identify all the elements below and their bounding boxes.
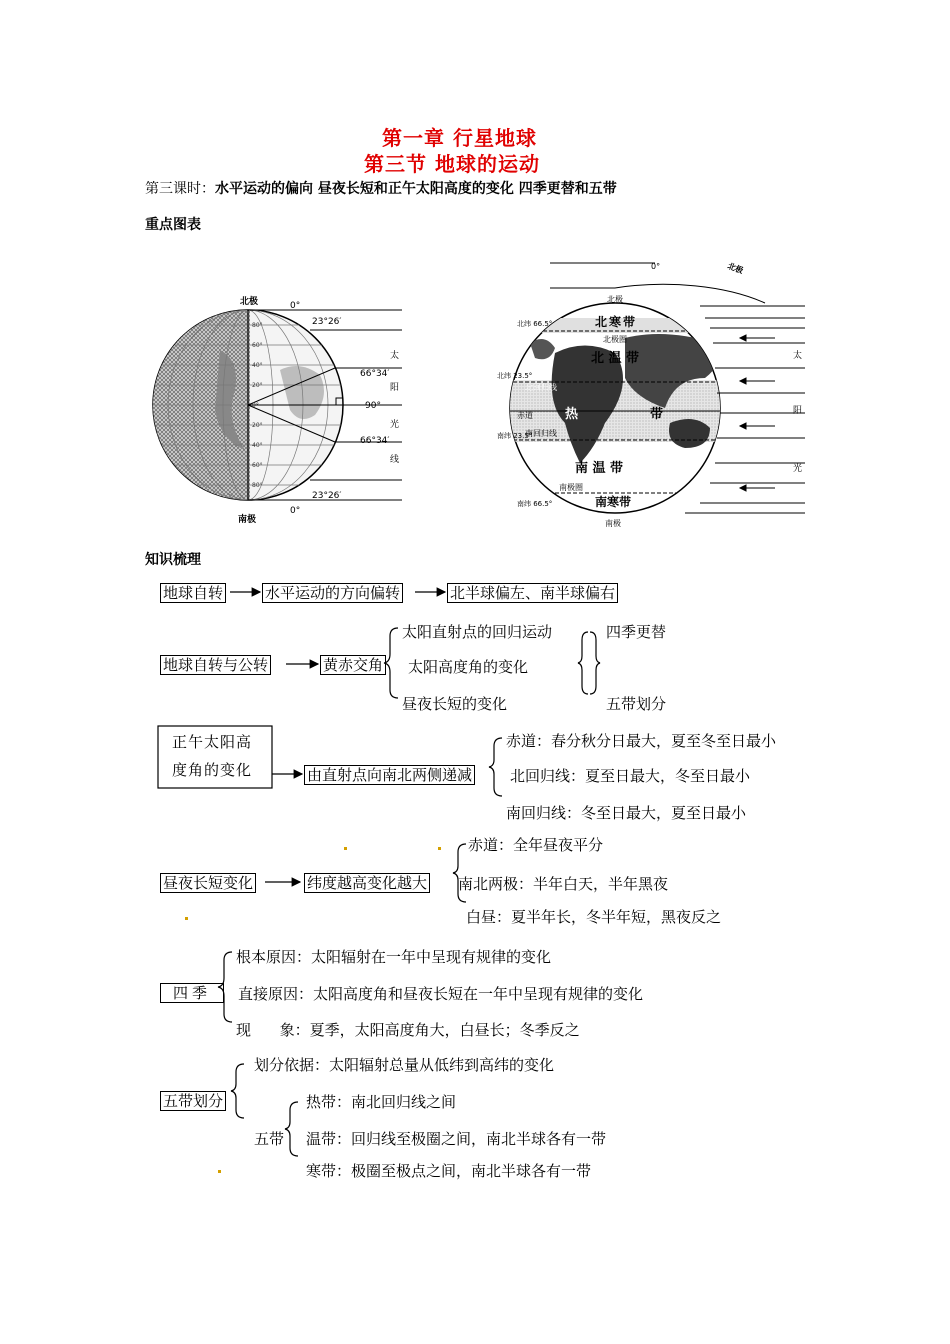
fig1-north-pole: 北极 — [240, 297, 259, 307]
fig1-lat-8: 80° — [252, 482, 263, 489]
solar-altitude-change: 太阳高度角的变化 — [408, 658, 529, 676]
section-title: 第三节 地球的运动 — [364, 152, 540, 176]
fig2-s66: 南纬 66.5° — [517, 500, 553, 508]
box-deflection: 水平运动的方向偏转 — [262, 583, 403, 603]
fig1-angle-4: 66°34′ — [360, 436, 390, 446]
box-latitude-rule: 纬度越高变化越大 — [304, 873, 430, 893]
fig2-frigid-n: 北寒带 — [595, 315, 638, 329]
decor-dot — [185, 917, 188, 920]
fig2-south-pole: 南极 — [605, 519, 621, 528]
noon-equator: 赤道：春分秋分日最大，夏至冬至日最小 — [506, 732, 777, 750]
seasons-direct-cause: 直接原因：太阳高度角和昼夜长短在一年中呈现有规律的变化 — [238, 985, 644, 1003]
fig1-sun-2: 阳 — [390, 383, 400, 393]
fig2-n66: 北纬 66.5° — [517, 320, 553, 328]
fig1-deg0-top: 0° — [290, 301, 301, 311]
noon-box-line2: 度角的变化 — [172, 761, 253, 779]
fig2-tropic-cancer: 北回归线 — [525, 383, 557, 392]
fig2-arctic-circle: 北极圈 — [603, 335, 627, 344]
day-length-change: 昼夜长短的变化 — [402, 695, 508, 713]
fig1-angle-3: 90° — [365, 401, 381, 411]
box-obliquity: 黄赤交角 — [320, 655, 386, 675]
noon-tropic-capricorn: 南回归线：冬至日最大，夏至日最小 — [506, 804, 747, 822]
fig1-lat-7: 60° — [252, 462, 263, 469]
fig2-sun-3: 光 — [793, 464, 803, 474]
lesson-label: 第三课时： — [145, 181, 215, 197]
fig2-temperate-n: 北 温 带 — [591, 351, 640, 366]
box-five-zones: 五带划分 — [160, 1091, 226, 1111]
lesson-topics: 水平运动的偏向 昼夜长短和正午太阳高度的变化 四季更替和五带 — [215, 181, 617, 197]
fig1-lat-6: 40° — [252, 442, 263, 449]
zone-temperate: 温带：回归线至极圈之间，南北半球各有一带 — [306, 1130, 607, 1148]
fig1-lat-0: 80° — [252, 322, 263, 329]
fig1-angle-2: 66°34′ — [360, 369, 390, 379]
box-day-length: 昼夜长短变化 — [160, 873, 256, 893]
box-rotation-revolution: 地球自转与公转 — [160, 655, 271, 675]
seasons-root-cause: 根本原因：太阳辐射在一年中呈现有规律的变化 — [236, 948, 552, 966]
fig2-deg0: 0° — [651, 262, 661, 271]
fig1-lat-1: 60° — [252, 342, 263, 349]
fig1-deg0-bottom: 0° — [290, 506, 301, 516]
decor-dot — [344, 847, 347, 850]
noon-box-line1: 正午太阳高 — [172, 733, 253, 751]
daylen-equator: 赤道：全年昼夜平分 — [468, 836, 604, 854]
figures-heading: 重点图表 — [145, 217, 201, 233]
fig1-angle-1: 23°26′ — [312, 317, 342, 327]
fig1-sun-4: 线 — [390, 455, 400, 465]
zones-basis: 划分依据：太阳辐射总量从低纬到高纬的变化 — [254, 1056, 555, 1074]
daylen-poles: 南北两极：半年白天，半年黑夜 — [458, 875, 669, 893]
fig2-antarctic-circle: 南极圈 — [559, 483, 583, 492]
fig2-north-pole-top: 北极 — [726, 261, 745, 276]
fig1-lat-2: 40° — [252, 362, 263, 369]
box-hemisphere-deflection: 北半球偏左、南半球偏右 — [447, 583, 618, 603]
decor-dot — [218, 1170, 221, 1173]
box-seasons: 四季 — [160, 983, 224, 1003]
noon-tropic-cancer: 北回归线：夏至日最大，冬至日最小 — [510, 767, 751, 785]
chapter-title: 第一章 行星地球 — [382, 126, 537, 150]
seasons-label: 四季更替 — [606, 623, 667, 641]
zones-division-label: 五带划分 — [606, 695, 667, 713]
box-earth-rotation: 地球自转 — [160, 583, 226, 603]
zone-tropical: 热带：南北回归线之间 — [306, 1093, 457, 1111]
fig2-sun-1: 太 — [793, 351, 803, 361]
seasons-phenomenon: 现 象：夏季，太阳高度角大，白昼长；冬季反之 — [236, 1021, 580, 1039]
fig2-tropic-capricorn: 南回归线 — [525, 429, 557, 438]
zone-frigid: 寒带：极圈至极点之间，南北半球各有一带 — [306, 1162, 592, 1180]
fig1-lat-4: 0° — [252, 402, 259, 409]
fig2-s23: 南纬 23.5° — [497, 432, 533, 440]
fig2-north-pole: 北极 — [607, 295, 623, 304]
fig2-sun-2: 阳 — [793, 406, 803, 416]
fig1-lat-3: 20° — [252, 382, 263, 389]
fig2-equator: 赤道 — [517, 411, 533, 420]
decor-dot — [438, 847, 441, 850]
knowledge-heading: 知识梳理 — [145, 552, 201, 568]
daylen-daytime: 白昼：夏半年长，冬半年短，黑夜反之 — [466, 908, 722, 926]
fig2-tropical: 热 — [565, 407, 579, 422]
fig1-sun-1: 太 — [390, 351, 400, 361]
fig2-tropical-zone: 带 — [650, 407, 664, 422]
fig1-lat-5: 20° — [252, 422, 263, 429]
fig1-sun-3: 光 — [390, 420, 400, 430]
fig1-angle-5: 23°26′ — [312, 491, 342, 501]
fig2-temperate-s: 南 温 带 — [575, 461, 624, 476]
fig2-frigid-s: 南寒带 — [595, 495, 632, 509]
direct-point-movement: 太阳直射点的回归运动 — [402, 623, 553, 641]
zones-five-label: 五带 — [254, 1130, 285, 1148]
box-decrease-from-direct-point: 由直射点向南北两侧递减 — [304, 765, 475, 785]
fig1-south-pole: 南极 — [238, 515, 257, 525]
fig2-n23: 北纬 23.5° — [497, 372, 533, 380]
